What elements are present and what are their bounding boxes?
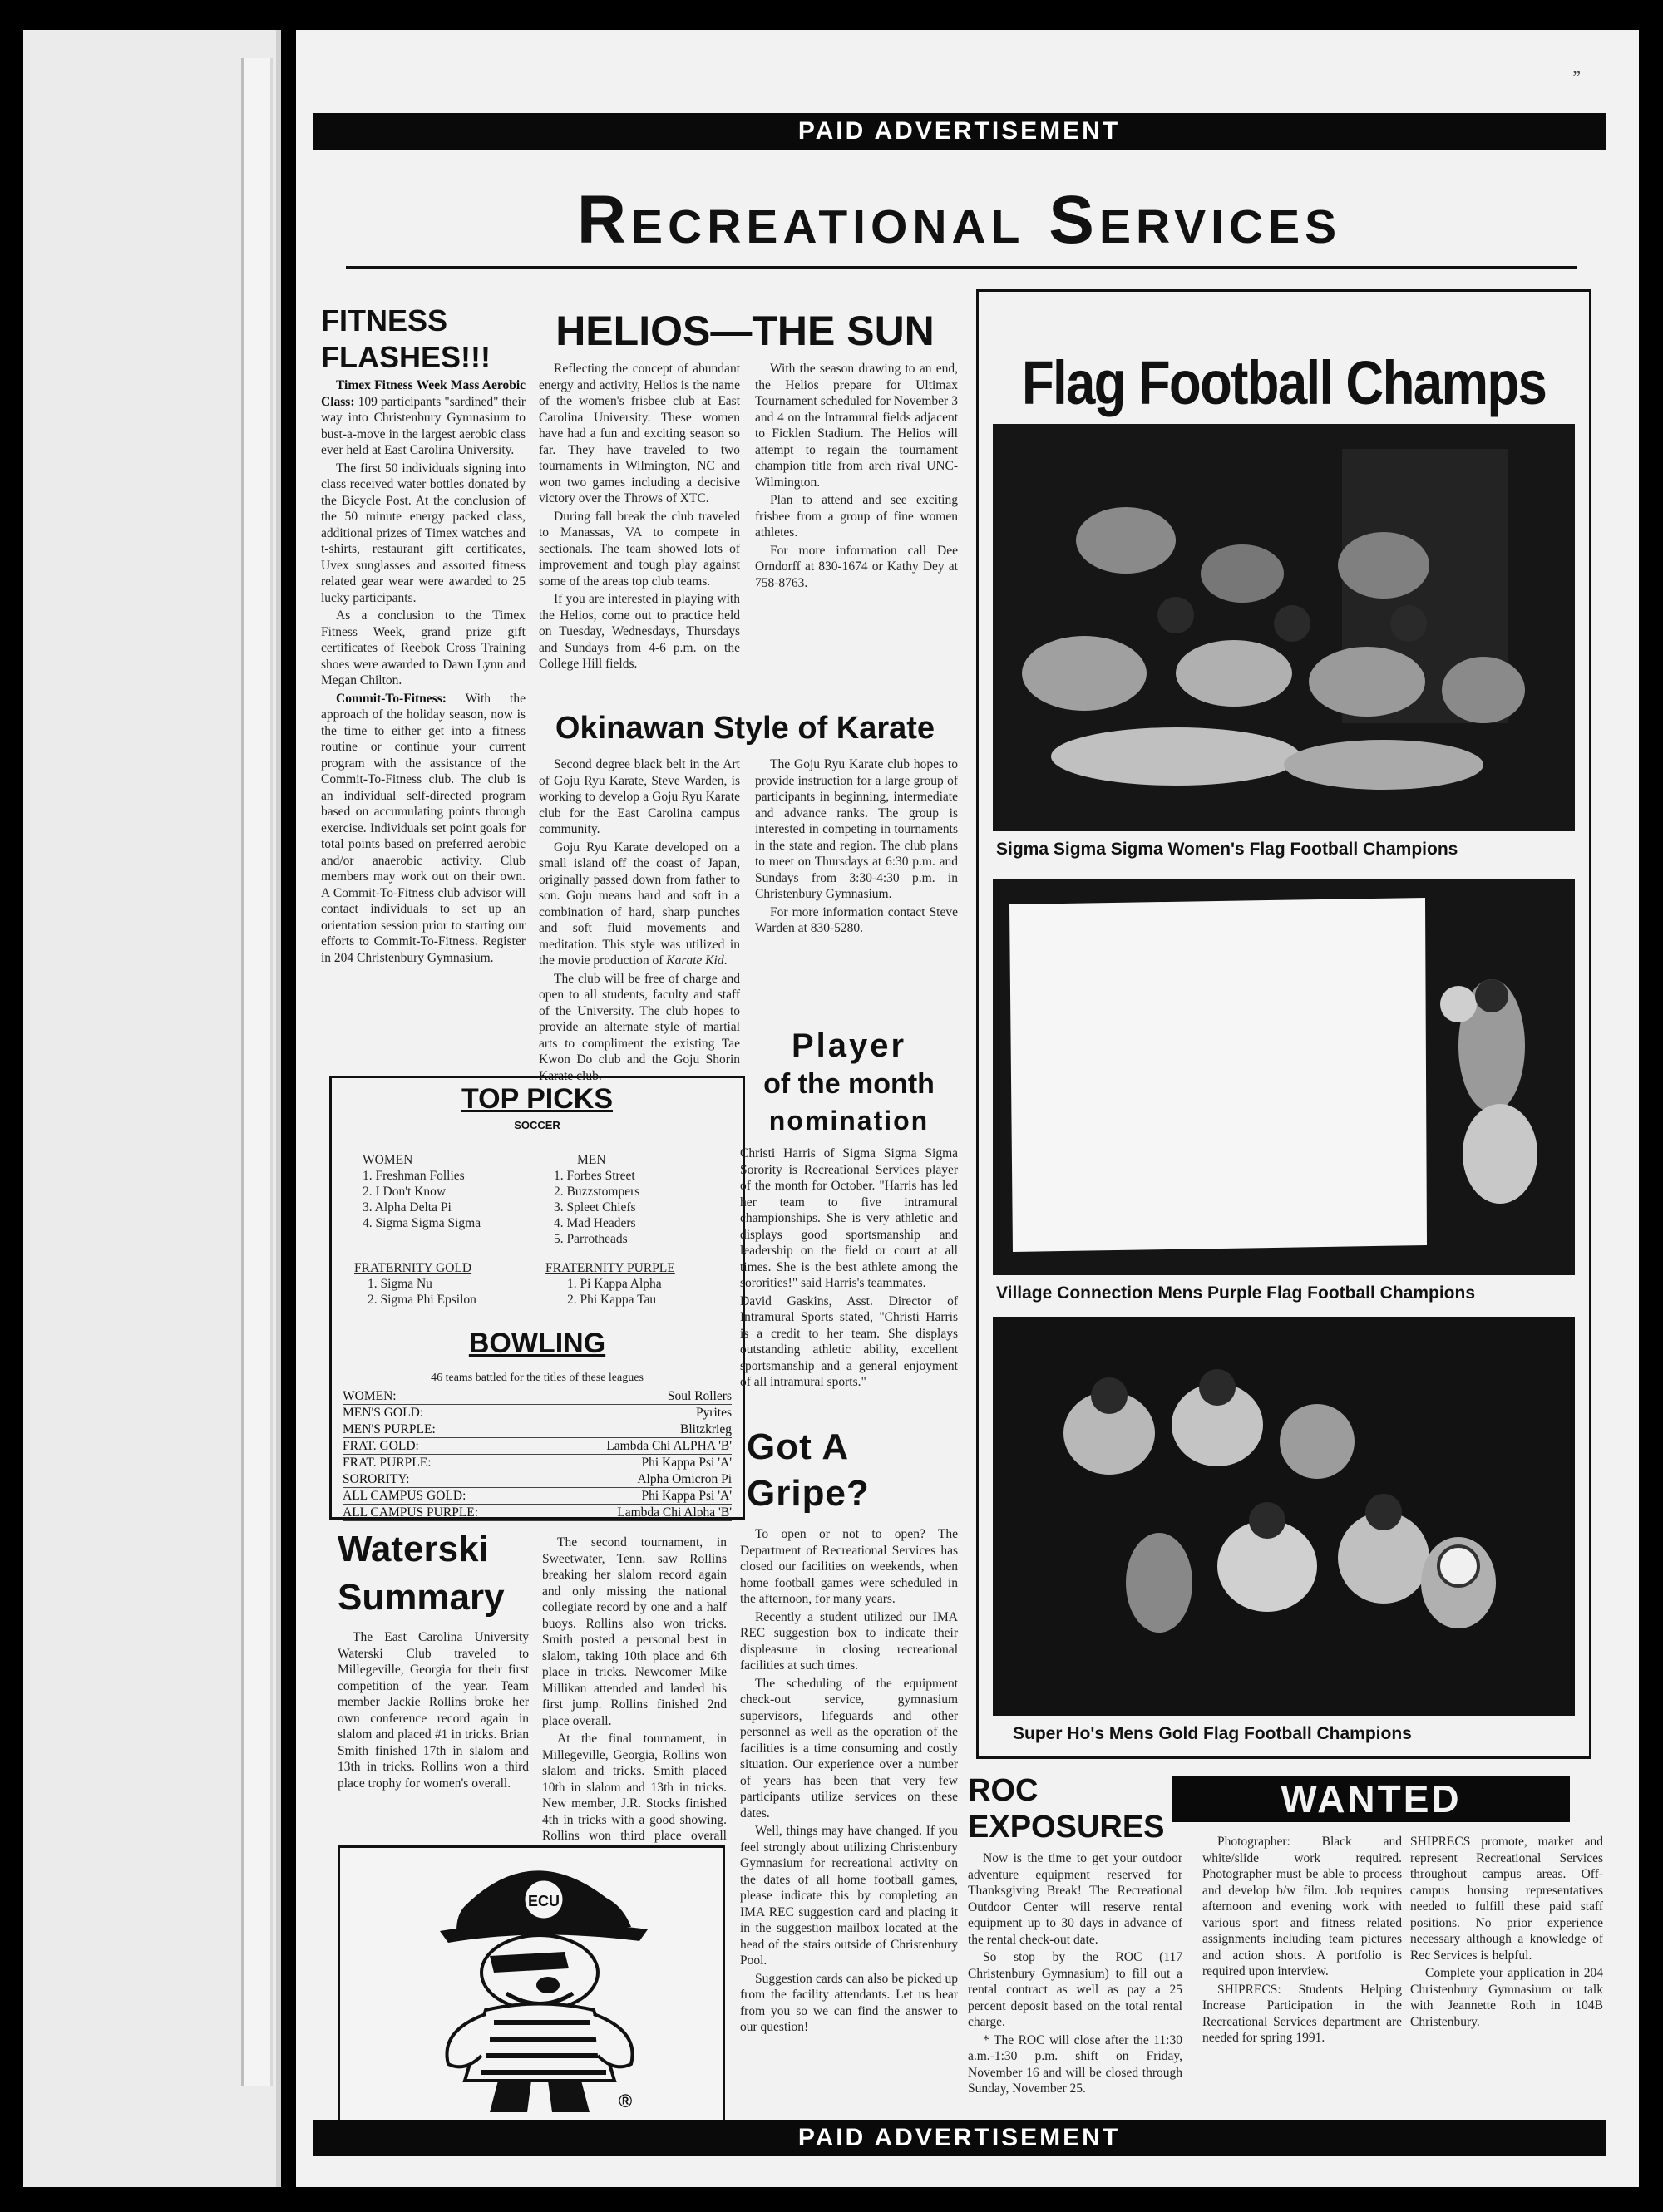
fitness-heading: FITNESS FLASHES!!! <box>321 303 491 374</box>
gripe-p5: Suggestion cards can also be picked up from the facility attendants. Let us hear from you so we can find the answer to our question! <box>740 1971 958 2034</box>
fitness-p1-lead: Timex Fitness Week Mass Aerobic Class: <box>321 378 526 409</box>
gripe-heading-2: Gripe? <box>747 1473 870 1514</box>
bowling-league: FRAT. PURPLE: <box>343 1456 432 1470</box>
helios-heading: HELIOS—THE SUN <box>555 308 935 354</box>
helios-p5: Plan to attend and see exciting frisbee from a group of fine women athletes. <box>755 493 958 539</box>
karate-movie-title: Karate Kid <box>666 953 724 968</box>
player-heading-2: of the month <box>763 1068 935 1100</box>
fitness-article <box>321 377 526 966</box>
karate-p1: Second degree black belt in the Art of Goju Ryu Karate, Steve Warden, is working to develop a Goju Ryu Karate club for the East Carolina campus community. <box>539 757 740 836</box>
bowling-winner: Blitzkrieg <box>680 1422 732 1436</box>
wanted-p2: SHIPRECS: Students Helping Increase Participation in the Recreational Services department are needed for spring 1991. <box>1202 1982 1402 2045</box>
bowling-winner: Lambda Chi Alpha 'B' <box>617 1505 732 1520</box>
fraternity-purple-heading: FRATERNITY PURPLE <box>545 1261 675 1275</box>
bowling-winner: Phi Kappa Psi 'A' <box>641 1489 732 1503</box>
waterski-article-col1 <box>338 1629 529 1791</box>
women-heading: WOMEN <box>363 1153 413 1167</box>
fitness-p3: As a conclusion to the Timex Fitness Week, grand prize gift certificates of Reebok Cross Training shoes were awarded to Dawn Lynn and Megan Chilton. <box>321 608 526 687</box>
corner-mark: ” <box>1572 67 1581 87</box>
bowling-league: FRAT. GOLD: <box>343 1439 419 1453</box>
bowling-table <box>343 1388 732 1521</box>
bowling-row <box>343 1455 732 1471</box>
helios-article-col2 <box>755 361 958 591</box>
mascot-box <box>338 1845 725 2125</box>
bowling-row <box>343 1405 732 1421</box>
bowling-league: SORORITY: <box>343 1472 410 1486</box>
team-photo-2-icon <box>993 879 1575 1275</box>
waterski-p1: The East Carolina University Waterski Club traveled to Millegeville, Georgia for their first competition of the year. Team member Jackie Rollins broke her own conference record again in slalom and placed #1 in tricks. Brian Smith finished 17th in slalom and 13th in tricks. Rollins won a third place trophy for women's overall. <box>338 1630 529 1791</box>
fraternity-gold-item: 2. Sigma Phi Epsilon <box>368 1293 476 1307</box>
fraternity-purple-item: 2. Phi Kappa Tau <box>567 1293 657 1307</box>
bowling-row <box>343 1421 732 1438</box>
women-item: 1. Freshman Follies <box>363 1169 465 1183</box>
waterski-article-col2 <box>542 1535 727 1860</box>
page-title: Recreational Services <box>576 182 1342 258</box>
women-item: 2. I Don't Know <box>363 1185 447 1199</box>
team-photo-3-icon <box>993 1317 1575 1716</box>
wanted-p4: Complete your application in 204 Christenbury Gymnasium or talk with Jeannette Roth in 104B Christenbury. <box>1410 1966 1603 2029</box>
karate-heading: Okinawan Style of Karate <box>555 711 935 746</box>
registered-mark: ® <box>619 2091 633 2111</box>
masthead-rule <box>346 266 1577 269</box>
bowling-heading: BOWLING <box>468 1328 606 1359</box>
helios-p4: With the season drawing to an end, the Helios prepare for Ultimax Tournament scheduled for November 3 and 4 on the Intramural fields adjacent to Ficklen Stadium. The Helios will attempt to regain the tournament champion title from arch rival UNC-Wilmington. <box>755 362 958 490</box>
caption-sigma-champions: Sigma Sigma Sigma Women's Flag Football Champions <box>996 840 1458 859</box>
flag-football-heading: Flag Football Champs <box>1021 348 1547 417</box>
men-item: 3. Spleet Chiefs <box>554 1200 636 1214</box>
photo-sigma-champions <box>993 424 1575 831</box>
player-heading-1: Player <box>791 1027 907 1064</box>
photo-super-hos <box>993 1317 1575 1716</box>
bowling-league: ALL CAMPUS PURPLE: <box>343 1505 479 1520</box>
gripe-p2: Recently a student utilized our IMA REC suggestion box to indicate their displeasure in closing recreational facilities at such times. <box>740 1609 958 1673</box>
pirate-mascot-icon <box>340 1848 723 2122</box>
fitness-p4: With the approach of the holiday season, now is the time to either get into a fitness routine or continue your current program with the assistance of the Commit-To-Fitness club. The club is an individual self-directed program based on accumulating points through exercise. Individuals set point goals for total points based on preferred aerobic and/or anaerobic activity. Club members may work out on their own. A Commit-To-Fitness club advisor will contact individuals to set up an orientation session prior to starting our efforts to Commit-To-Fitness. Register in 204 Christenbury Gymnasium. <box>321 691 526 965</box>
bowling-winner: Phi Kappa Psi 'A' <box>641 1456 732 1470</box>
men-heading: MEN <box>577 1153 606 1167</box>
helios-p1: Reflecting the concept of abundant energy and activity, Helios is the name of the women's frisbee club at East Carolina University. These women have had a fun and exciting season so far. They have traveled to two tournaments in Wilmington, NC and won two games including a decisive victory over the Throws of XTC. <box>539 362 740 505</box>
bowling-winner: Lambda Chi ALPHA 'B' <box>606 1439 732 1453</box>
team-photo-1-icon <box>993 424 1575 831</box>
karate-p2b: . <box>723 953 728 968</box>
gripe-p3: The scheduling of the equipment check-out service, gymnasium supervisors, lifeguards and other personnel as well as the operation of the facilities is a time consuming and costly situation. Our experience over a number of years has been that very few participants utilize services on these dates. <box>740 1676 958 1820</box>
roc-article <box>968 1850 1182 2097</box>
gripe-p4: Well, things may have changed. If you feel strongly about utilizing Christenbury Gymnasium for recreational activity on the dates of all home football games, please indicate this by completing an IMA REC suggestion card and placing it in the suggestion mailbox located at the head of the stairs outside of Christenbury Pool. <box>740 1824 958 1968</box>
fraternity-purple-list <box>545 1260 737 1308</box>
waterski-heading-1: Waterski <box>338 1529 489 1569</box>
player-article <box>740 1145 958 1391</box>
paid-advertisement-banner-top: PAID ADVERTISEMENT <box>313 113 1606 150</box>
men-item: 5. Parrotheads <box>554 1232 628 1246</box>
fraternity-gold-item: 1. Sigma Nu <box>368 1277 432 1291</box>
bowling-league: MEN'S GOLD: <box>343 1406 424 1420</box>
wanted-p1: Photographer: Black and white/slide work required. Photographer must be able to process and develop b/w film. Job requires afternoon and evening work with various sport and fitness related assignments including team pictures and action shots. A portfolio is required upon interview. <box>1202 1835 1402 1978</box>
bowling-subtitle: 46 teams battled for the titles of these leagues <box>431 1372 644 1384</box>
caption-super-hos: Super Ho's Mens Gold Flag Football Champions <box>1013 1724 1412 1743</box>
bowling-winner: Alpha Omicron Pi <box>637 1472 732 1486</box>
wanted-p3: SHIPRECS promote, market and represent Recreational Services throughout campus areas. Off-campus housing representatives needed to fulfill these paid staff positions. No prior experience necessary although a knowledge of Rec Services is helpful. <box>1410 1835 1603 1963</box>
roc-p3: * The ROC will close after the 11:30 a.m.-1:30 p.m. shift on Friday, November 16 and will be closed through Sunday, November 25. <box>968 2032 1182 2096</box>
bowling-row <box>343 1505 732 1521</box>
bowling-league: MEN'S PURPLE: <box>343 1422 436 1436</box>
player-heading-3: nomination <box>768 1106 930 1136</box>
wanted-article-col1 <box>1202 1834 1402 2047</box>
mascot-hat-letters: ECU <box>527 1893 560 1909</box>
gripe-article <box>740 1526 958 2036</box>
men-item: 4. Mad Headers <box>554 1216 636 1230</box>
caption-village-connection: Village Connection Mens Purple Flag Football Champions <box>996 1283 1476 1303</box>
karate-p5: For more information contact Steve Warden at 830-5280. <box>755 904 958 935</box>
roc-p2: So stop by the ROC (117 Christenbury Gymnasium) to fill out a rental contract as well as pay a 25 percent deposit based on the total rental charge. <box>968 1950 1182 2029</box>
helios-p2: During fall break the club traveled to Manassas, VA to compete in sectionals. The team showed lots of improvement and tough play against some of the areas top club teams. <box>539 509 740 589</box>
fraternity-gold-heading: FRATERNITY GOLD <box>354 1261 472 1275</box>
karate-p3: The club will be free of charge and open to all students, faculty and staff of the University. The club hopes to provide an alternate style of martial arts to compliment the existing Tae Kwon Do club and the Goju Shorin Karate club. <box>539 971 740 1083</box>
women-list <box>363 1152 545 1231</box>
waterski-heading-2: Summary <box>338 1577 505 1618</box>
top-picks-heading: TOP PICKS <box>461 1083 614 1115</box>
karate-article-col2 <box>755 756 958 937</box>
karate-p2a: Goju Ryu Karate developed on a small island off the coast of Japan, originally passed down from father to son. Goju means hard and soft in a combination of hard, sharp punches and soft fluid movements and meditation. This style was utilized in the movie production of <box>539 840 740 968</box>
women-item: 3. Alpha Delta Pi <box>363 1200 452 1214</box>
bowling-winner: Pyrites <box>695 1406 732 1420</box>
fitness-p4-lead: Commit-To-Fitness: <box>336 691 447 706</box>
fitness-p2: The first 50 individuals signing into class received water bottles donated by the Bicycle Post. At the conclusion of the 50 minute energy packed class, additional prizes of Timex watches and t-shirts, restaurant gift certificates, Uvex sunglasses and assorted fitness related gear wear were awarded to 25 lucky participants. <box>321 461 526 605</box>
men-item: 2. Buzzstompers <box>554 1185 640 1199</box>
karate-article-col1 <box>539 756 740 1084</box>
bowling-row <box>343 1471 732 1488</box>
photo-village-connection <box>993 879 1575 1275</box>
helios-article-col1 <box>539 361 740 672</box>
fraternity-purple-item: 1. Pi Kappa Alpha <box>567 1277 662 1291</box>
paid-advertisement-banner-bottom: PAID ADVERTISEMENT <box>313 2120 1606 2156</box>
player-p1: Christi Harris of Sigma Sigma Sigma Sorority is Recreational Services player of the month for October. "Harris has led her team to five intramural championships. She is very athletic and displays good sportsmanship and leadership on the field or court at all times. She is the best athlete among the sororities!" said Harris's teammates. <box>740 1146 958 1290</box>
bowling-league: ALL CAMPUS GOLD: <box>343 1489 466 1503</box>
roc-heading-2: EXPOSURES <box>968 1810 1165 1845</box>
wanted-article-col2 <box>1410 1834 1603 2030</box>
waterski-p2: The second tournament, in Sweetwater, Tenn. saw Rollins breaking her slalom record again and only missing the national collegiate record by one and a half buoys. Rollins also won tricks. Smith posted a personal best in slalom, taking 10th place and 6th place in tricks. Newcomer Mike Millikan attended and landed his first jump. Rollins finished 2nd place overall. <box>542 1535 727 1728</box>
helios-p3: If you are interested in playing with the Helios, come out to practice held on Tuesday, Wednesdays, Thursdays and Sundays from 4-6 p.m. on the College Hill fields. <box>539 592 740 671</box>
fraternity-gold-list <box>354 1260 545 1308</box>
waterski-p3: At the final tournament, in Millegeville, Georgia, Rollins won slalom and tricks. Smith placed 10th in slalom and 13th in tricks. New member, J.R. Stocks finished 4th in tricks with a good showing. Rollins won third place overall <box>542 1732 727 1843</box>
newspaper-page <box>296 30 1639 2187</box>
bowling-winner: Soul Rollers <box>667 1389 732 1403</box>
top-picks-sport: SOCCER <box>514 1119 560 1131</box>
helios-p6: For more information call Dee Orndorff at 830-1674 or Kathy Dey at 758-8763. <box>755 543 958 590</box>
bowling-row <box>343 1438 732 1455</box>
wanted-banner: WANTED <box>1172 1776 1570 1822</box>
gripe-p1: To open or not to open? The Department of Recreational Services has closed our facilities on weekends, when home football games were scheduled in the afternoon, for many years. <box>740 1527 958 1606</box>
bowling-row <box>343 1388 732 1405</box>
bowling-league: WOMEN: <box>343 1389 397 1403</box>
roc-p1: Now is the time to get your outdoor adventure equipment reserved for Thanksgiving Break! The Recreational Outdoor Center will reserve rental equipment up to 30 days in advance of the rental check-out date. <box>968 1851 1182 1947</box>
roc-heading-1: ROC <box>968 1773 1039 1808</box>
men-list <box>554 1152 737 1247</box>
men-item: 1. Forbes Street <box>554 1169 635 1183</box>
women-item: 4. Sigma Sigma Sigma <box>363 1216 481 1230</box>
scan-page-fold <box>241 58 273 2086</box>
player-p2: David Gaskins, Asst. Director of Intramural Sports stated, "Christi Harris is a credit to her team. She displays outstanding athletic ability, excellent sportsmanship and a general enjoyment of all intramural sports." <box>740 1293 958 1389</box>
bowling-row <box>343 1488 732 1505</box>
gripe-heading-1: Got A <box>747 1426 850 1467</box>
fitness-p1: 109 participants "sardined" their way into Christenbury Gymnasium to bust-a-move in the largest aerobic class ever held at East Carolina University. <box>321 394 526 457</box>
karate-p4: The Goju Ryu Karate club hopes to provide instruction for a large group of participants in beginning, intermediate and advance ranks. The group is interested in competing in tournaments in the state and region. The club plans to meet on Thursdays at 6:30 p.m. and Sundays from 3:30-4:30 p.m. in Christenbury Gymnasium. <box>755 757 958 901</box>
